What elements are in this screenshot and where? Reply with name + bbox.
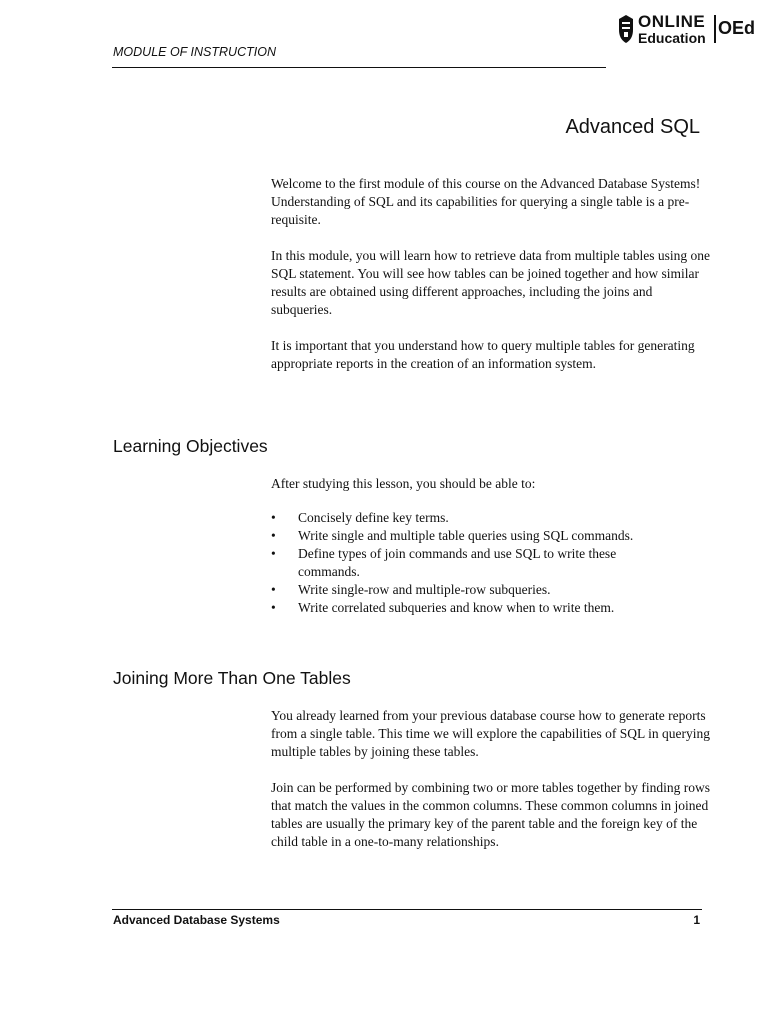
bullet-icon: • xyxy=(271,582,276,597)
list-item-text: Define types of join commands and use SQL to write these commands. xyxy=(298,546,617,579)
module-label: MODULE OF INSTRUCTION xyxy=(113,45,276,59)
list-item-text: Write single-row and multiple-row subqueries. xyxy=(298,582,551,597)
bullet-icon: • xyxy=(271,546,276,561)
list-item-text: Write correlated subqueries and know when to write them. xyxy=(298,600,615,615)
list-item-text: Concisely define key terms. xyxy=(298,510,449,525)
logo-abbr: OEd xyxy=(718,18,756,38)
joining-paragraph: Join can be performed by combining two or more tables together by finding rows that match the values in the common columns. These common columns in joined tables are usually the primary key of the parent table and the foreign key of the child table in a one-to-many relationships. xyxy=(271,780,711,849)
page-title: Advanced SQL xyxy=(565,116,700,138)
bullet-icon: • xyxy=(271,510,276,525)
list-item xyxy=(271,527,711,545)
online-education-logo xyxy=(614,12,764,48)
bullet-icon: • xyxy=(271,600,276,615)
joining-heading: Joining More Than One Tables xyxy=(113,668,351,688)
footer-title: Advanced Database Systems xyxy=(113,913,280,927)
logo-divider xyxy=(714,15,716,43)
logo-line2: Education xyxy=(638,30,706,46)
intro-paragraph: It is important that you understand how to query multiple tables for generating appropriate reports in the creation of an information system. xyxy=(271,338,695,371)
list-item xyxy=(271,581,711,599)
joining-section xyxy=(271,707,711,851)
joining-paragraph: You already learned from your previous database course how to generate reports from a single table. This time we will explore the capabilities of SQL in querying multiple tables by joining these tables. xyxy=(271,708,711,759)
list-item xyxy=(271,509,711,527)
bullet-icon: • xyxy=(271,528,276,543)
intro-paragraph: In this module, you will learn how to retrieve data from multiple tables using one SQL statement. You will see how tables can be joined together and how similar results are obtained using different approaches, including the joins and subqueries. xyxy=(271,248,711,317)
crest-icon xyxy=(617,14,635,44)
footer-divider xyxy=(112,909,702,910)
list-item xyxy=(271,599,711,617)
header-divider xyxy=(112,67,606,68)
objectives-list xyxy=(271,509,711,617)
list-item xyxy=(271,545,678,581)
intro-section xyxy=(271,175,711,373)
page-number: 1 xyxy=(693,913,700,927)
intro-paragraph: Welcome to the first module of this course on the Advanced Database Systems! Understanding of SQL and its capabilities for querying a single table is a pre-requisite. xyxy=(271,176,701,227)
logo-line1: ONLINE xyxy=(638,12,706,31)
list-item-text: Write single and multiple table queries using SQL commands. xyxy=(298,528,634,543)
learning-objectives-section xyxy=(271,475,711,617)
objectives-lead: After studying this lesson, you should be able to: xyxy=(271,476,536,491)
learning-objectives-heading: Learning Objectives xyxy=(113,436,268,456)
